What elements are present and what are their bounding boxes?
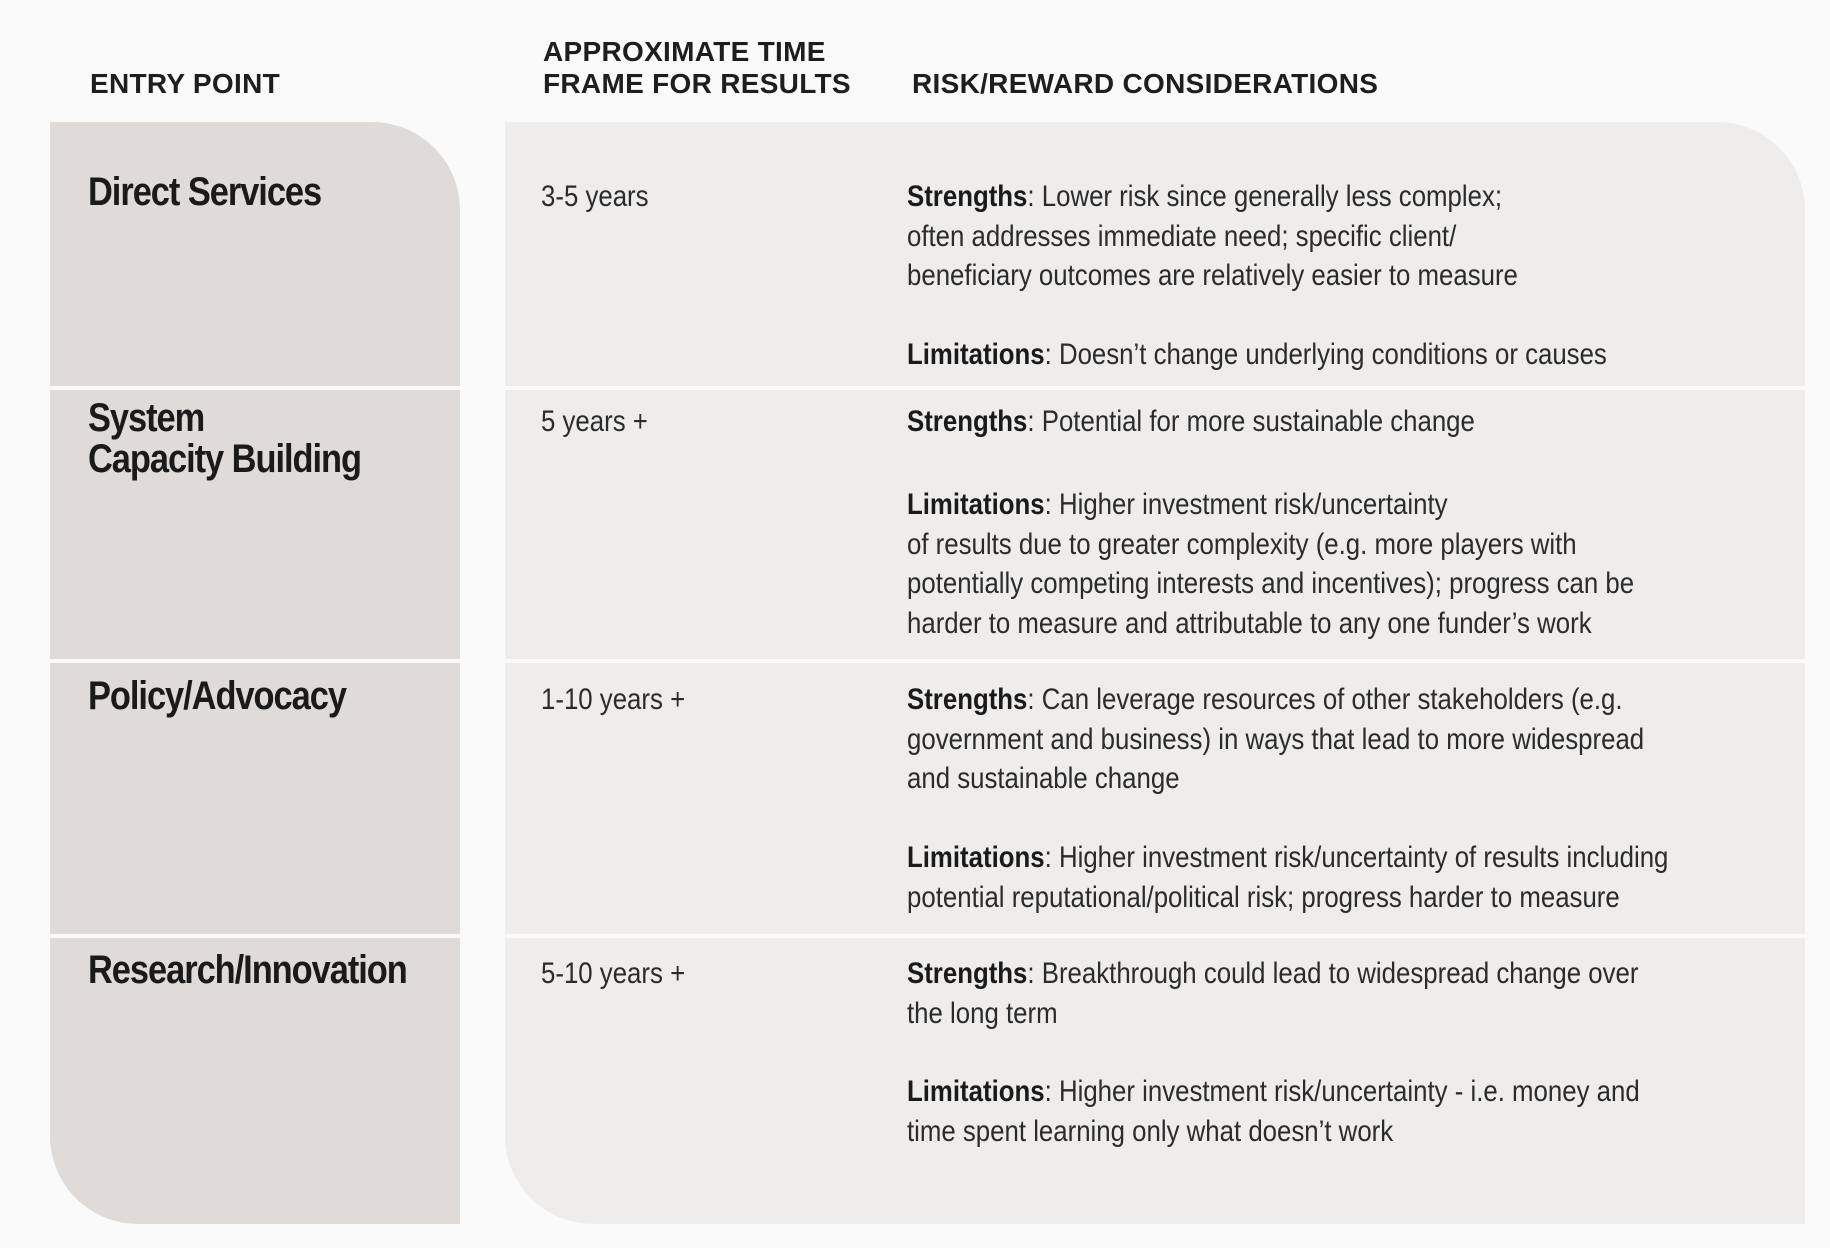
strengths-text: : Potential for more sustainable change bbox=[1027, 405, 1475, 438]
strengths-line bbox=[907, 402, 1475, 442]
row-divider bbox=[505, 934, 1805, 938]
strengths-direct-services bbox=[907, 177, 1518, 296]
entry-point-label-line-2: Capacity Building bbox=[88, 437, 361, 481]
strengths-text: beneficiary outcomes are relatively easier to measure bbox=[907, 259, 1518, 292]
strengths-label: Strengths bbox=[907, 405, 1028, 438]
strengths-text: the long term bbox=[907, 996, 1058, 1030]
limitations-system-capacity-building bbox=[907, 485, 1634, 643]
strengths-text: : Lower risk since generally less complex; bbox=[1027, 180, 1503, 213]
entry-point-column bbox=[50, 122, 460, 1224]
limitations-text: : Higher investment risk/uncertainty bbox=[1044, 488, 1448, 521]
row-divider bbox=[50, 659, 460, 663]
strengths-text: often addresses immediate need; specific client/ bbox=[907, 219, 1457, 253]
strengths-label: Strengths bbox=[907, 957, 1028, 990]
limitations-line bbox=[907, 838, 1668, 878]
entry-point-direct-services bbox=[88, 172, 321, 213]
limitations-research-innovation bbox=[907, 1072, 1640, 1151]
limitations-label: Limitations bbox=[907, 841, 1045, 874]
limitations-text: of results due to greater complexity (e.g. more players with bbox=[907, 527, 1577, 561]
entry-point-policy-advocacy bbox=[88, 676, 346, 717]
limitations-direct-services bbox=[907, 335, 1607, 375]
limitations-label: Limitations bbox=[907, 338, 1045, 371]
entry-point-label: Research/Innovation bbox=[88, 948, 407, 992]
row-divider bbox=[505, 386, 1805, 390]
header-time-frame-line-2: FRAME FOR RESULTS bbox=[543, 68, 851, 99]
strengths-system-capacity-building bbox=[907, 402, 1475, 442]
entry-point-research-innovation bbox=[88, 950, 407, 991]
row-divider bbox=[505, 659, 1805, 663]
header-risk-reward: RISK/REWARD CONSIDERATIONS bbox=[912, 68, 1379, 99]
entry-point-label: Policy/Advocacy bbox=[88, 674, 346, 718]
details-column bbox=[505, 122, 1805, 1224]
limitations-line bbox=[907, 335, 1607, 375]
limitations-text: : Doesn’t change underlying conditions or causes bbox=[1044, 338, 1607, 371]
limitations-label: Limitations bbox=[907, 488, 1045, 521]
strengths-label: Strengths bbox=[907, 683, 1028, 716]
entry-point-system-capacity-building bbox=[88, 398, 361, 480]
limitations-text: time spent learning only what doesn’t work bbox=[907, 1114, 1394, 1148]
limitations-text: : Higher investment risk/uncertainty - i.e. money and bbox=[1044, 1075, 1640, 1108]
time-frame-policy-advocacy: 1-10 years + bbox=[541, 683, 686, 716]
row-divider bbox=[50, 386, 460, 390]
strengths-line bbox=[907, 680, 1644, 720]
strengths-text: government and business) in ways that lead to more widespread bbox=[907, 722, 1645, 756]
limitations-text: harder to measure and attributable to any one funder’s work bbox=[907, 606, 1592, 640]
limitations-text: : Higher investment risk/uncertainty of results including bbox=[1044, 841, 1669, 874]
strengths-label: Strengths bbox=[907, 180, 1028, 213]
row-divider bbox=[50, 934, 460, 938]
time-frame-research-innovation: 5-10 years + bbox=[541, 957, 686, 990]
header-time-frame bbox=[543, 36, 851, 100]
limitations-label: Limitations bbox=[907, 1075, 1045, 1108]
time-frame-direct-services: 3-5 years bbox=[541, 180, 649, 213]
header-entry-point: ENTRY POINT bbox=[90, 68, 280, 99]
strengths-text: and sustainable change bbox=[907, 762, 1180, 795]
entry-point-label: Direct Services bbox=[88, 170, 322, 214]
strengths-line bbox=[907, 177, 1518, 217]
limitations-line bbox=[907, 485, 1634, 525]
strengths-line bbox=[907, 954, 1638, 994]
strengths-research-innovation bbox=[907, 954, 1638, 1033]
entry-point-label: System bbox=[88, 396, 205, 440]
limitations-text: potential reputational/political risk; progress harder to measure bbox=[907, 880, 1620, 914]
limitations-text: potentially competing interests and incentives); progress can be bbox=[907, 567, 1635, 600]
strengths-policy-advocacy bbox=[907, 680, 1644, 799]
limitations-line bbox=[907, 1072, 1640, 1112]
time-frame-system-capacity-building: 5 years + bbox=[541, 405, 648, 438]
limitations-policy-advocacy bbox=[907, 838, 1668, 917]
strengths-text: : Can leverage resources of other stakeholders (e.g. bbox=[1027, 683, 1623, 716]
strengths-text: : Breakthrough could lead to widespread change over bbox=[1027, 957, 1639, 990]
header-time-frame-line-1: APPROXIMATE TIME bbox=[543, 36, 826, 67]
